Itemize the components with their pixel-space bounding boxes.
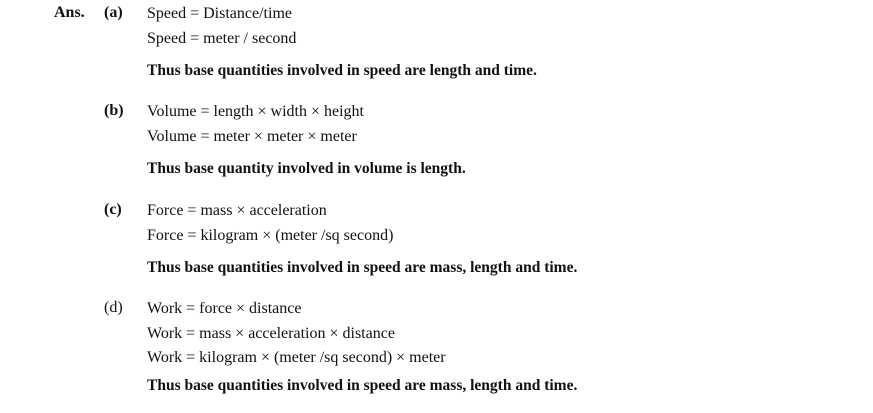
equation-line: Volume = length × width × height [147,103,364,120]
part-body [147,297,847,397]
conclusion-text: Thus base quantities involved in speed are mass, length and time. [147,259,578,276]
equation-line: Work = kilogram × (meter /sq second) × meter [147,349,446,366]
equation-line: Force = mass × acceleration [147,202,327,219]
part-body [147,199,847,279]
part-body [147,100,847,180]
conclusion-text: Thus base quantities involved in speed are mass, length and time. [147,376,578,394]
part-label: (b) [104,102,124,119]
equation-line: Speed = Distance/time [147,5,292,22]
equation-line: Speed = meter / second [147,29,297,47]
equation-line: Work = mass × acceleration × distance [147,324,395,342]
part-label: (d) [104,299,123,316]
equation-line: Volume = meter × meter × meter [147,127,357,145]
conclusion-text: Thus base quantity involved in volume is length. [147,160,466,177]
part-label: (c) [104,201,122,218]
answer-label: Ans. [54,4,85,21]
conclusion-text: Thus base quantities involved in speed are length and time. [147,62,537,79]
part-label: (a) [104,4,123,21]
part-body [147,2,847,82]
equation-line: Force = kilogram × (meter /sq second) [147,226,394,244]
equation-line: Work = force × distance [147,300,302,317]
